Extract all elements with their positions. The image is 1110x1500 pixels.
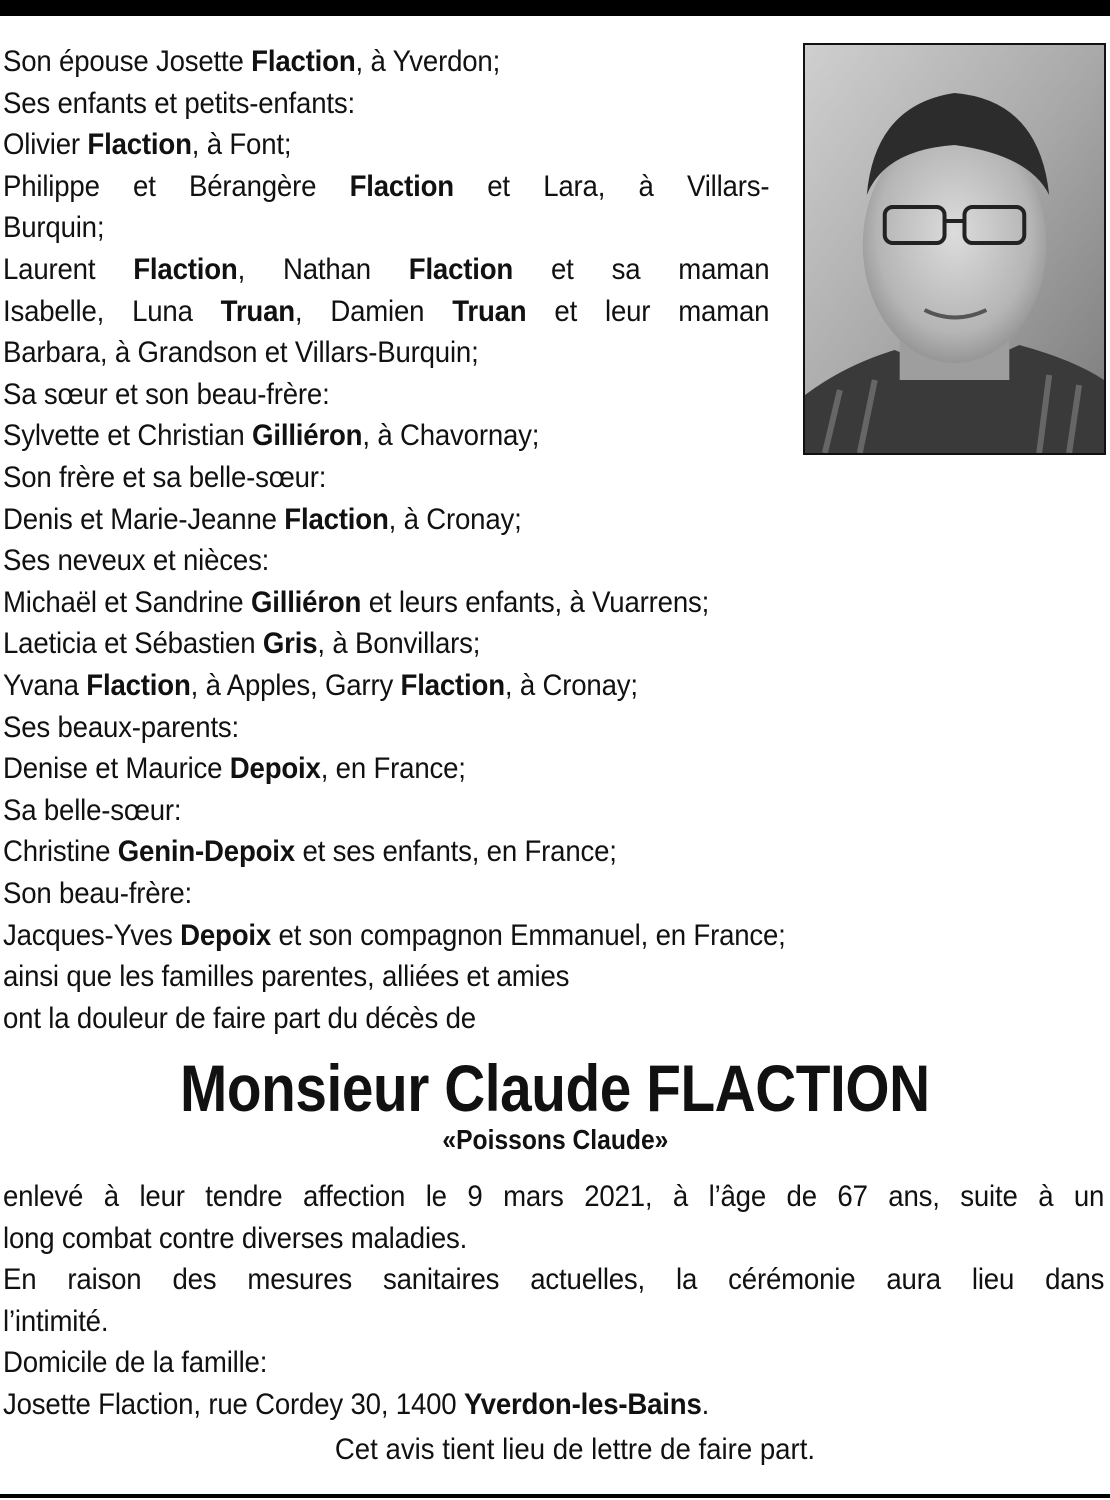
text-run: , Nathan [237, 253, 409, 286]
text-run: Laurent [3, 253, 134, 286]
text-run: Domicile de la famille: [3, 1346, 268, 1380]
surname-bold: Genin-Depoix [117, 835, 295, 869]
text-run: Son frère et sa belle-sœur: [3, 461, 327, 494]
family-line [3, 374, 330, 416]
family-line [3, 707, 239, 749]
text-run: Jacques-Yves [3, 918, 181, 952]
body-line [3, 1301, 108, 1343]
family-line [3, 623, 480, 665]
family-line [3, 748, 466, 790]
text-run: , à Chavornay; [362, 419, 540, 453]
text-run: Barbara, à Grandson et Villars-Burquin; [3, 336, 479, 370]
text-run: Olivier [3, 128, 88, 162]
text-run: , à Cronay; [388, 502, 522, 536]
text-run: Sa belle-sœur: [3, 793, 182, 827]
closing-note: Cet avis tient lieu de lettre de faire part. [334, 1433, 816, 1466]
family-line [3, 166, 769, 208]
text-run: Ses enfants et petits-enfants: [3, 86, 355, 120]
body-line [3, 1176, 1104, 1218]
family-line [3, 956, 569, 998]
deceased-nickname: «Poissons Claude» [442, 1124, 668, 1155]
family-line [3, 998, 476, 1040]
surname-bold: Depoix [180, 918, 272, 952]
text-run: , à Bonvillars; [317, 627, 481, 661]
portrait-photo [803, 43, 1106, 455]
family-line [3, 831, 617, 873]
text-run: Sylvette et Christian [3, 419, 253, 453]
family-line [3, 249, 769, 291]
surname-bold: Flaction [133, 253, 238, 286]
surname-bold: Flaction [251, 45, 356, 78]
text-run: Michaël et Sandrine [3, 585, 251, 619]
text-run: Son beau-frère: [3, 877, 193, 910]
surname-bold: Gilliéron [250, 585, 362, 619]
text-run: et leurs enfants, à Vuarrens; [361, 585, 710, 619]
family-line [3, 332, 479, 374]
text-run: et Lara, à Villars- [453, 169, 770, 203]
family-line [3, 582, 709, 624]
text-run: , à Font; [191, 128, 292, 162]
text-run: Son épouse Josette [3, 45, 252, 78]
text-run: Yvana [3, 669, 87, 702]
text-run: , à Cronay; [504, 669, 638, 702]
surname-bold: Flaction [86, 669, 191, 702]
text-run: , à Apples, Garry [190, 669, 401, 702]
text-run: , Damien [294, 294, 453, 328]
text-run: Laeticia et Sébastien [3, 627, 263, 661]
body-line [3, 1342, 267, 1384]
deceased-name: Monsieur Claude FLACTION [180, 1051, 930, 1125]
family-line [3, 790, 181, 832]
text-run: , à Yverdon; [355, 45, 501, 78]
surname-bold: Flaction [87, 128, 192, 162]
portrait-image [805, 45, 1104, 453]
surname-bold: Truan [220, 294, 295, 328]
text-run: Burquin; [3, 211, 105, 245]
text-run: Christine [3, 835, 118, 869]
text-run: , en France; [320, 752, 466, 786]
family-line [3, 499, 522, 541]
surname-bold: Flaction [400, 669, 505, 702]
body-line [3, 1384, 709, 1426]
surname-bold: Gris [262, 627, 318, 661]
text-run: et ses enfants, en France; [294, 835, 617, 869]
family-line [3, 665, 638, 707]
text-run: Denise et Maurice [3, 752, 230, 786]
text-run: Denis et Marie-Jeanne [3, 502, 285, 536]
family-line [3, 415, 539, 457]
text-run: Ses beaux-parents: [3, 710, 240, 744]
text-run: En raison des mesures sanitaires actuelles, la cérémonie aura lieu dans [3, 1263, 1105, 1297]
family-line [3, 83, 355, 125]
body-line [3, 1259, 1104, 1301]
text-run: Sa sœur et son beau-frère: [3, 377, 330, 411]
family-line [3, 915, 786, 957]
body-line [3, 1218, 467, 1260]
family-line [3, 41, 500, 83]
family-line [3, 457, 326, 499]
family-line [3, 873, 192, 915]
family-line [3, 124, 291, 166]
text-run: Isabelle, Luna [3, 294, 221, 328]
text-run: Philippe et Bérangère [3, 169, 350, 203]
surname-bold: Flaction [408, 253, 514, 286]
text-run: et leur maman [526, 294, 770, 328]
text-run: . [701, 1388, 710, 1421]
text-run: long combat contre diverses maladies. [3, 1221, 468, 1255]
text-run: et son compagnon Emmanuel, en France; [271, 918, 786, 952]
bottom-border-rule [0, 1494, 1110, 1498]
surname-bold: Truan [452, 294, 527, 328]
text-run: et sa maman [513, 253, 770, 286]
text-run: l’intimité. [3, 1304, 109, 1338]
text-run: ainsi que les familles parentes, alliées et amies [3, 960, 570, 994]
text-run: ont la douleur de faire part du décès de [3, 1001, 476, 1035]
family-line [3, 207, 104, 249]
text-run: Ses neveux et nièces: [3, 544, 270, 578]
surname-bold: Gilliéron [252, 419, 363, 453]
family-line [3, 291, 769, 333]
surname-bold: Flaction [349, 169, 454, 203]
surname-bold: Depoix [229, 752, 321, 786]
surname-bold: Flaction [284, 502, 389, 536]
surname-bold: Yverdon-les-Bains [463, 1388, 702, 1421]
text-run: Josette Flaction, rue Cordey 30, 1400 [3, 1388, 464, 1421]
text-run: enlevé à leur tendre affection le 9 mars 2021, à l’âge de 67 ans, suite à un [3, 1180, 1105, 1213]
top-border-rule [0, 0, 1110, 16]
family-line [3, 540, 269, 582]
